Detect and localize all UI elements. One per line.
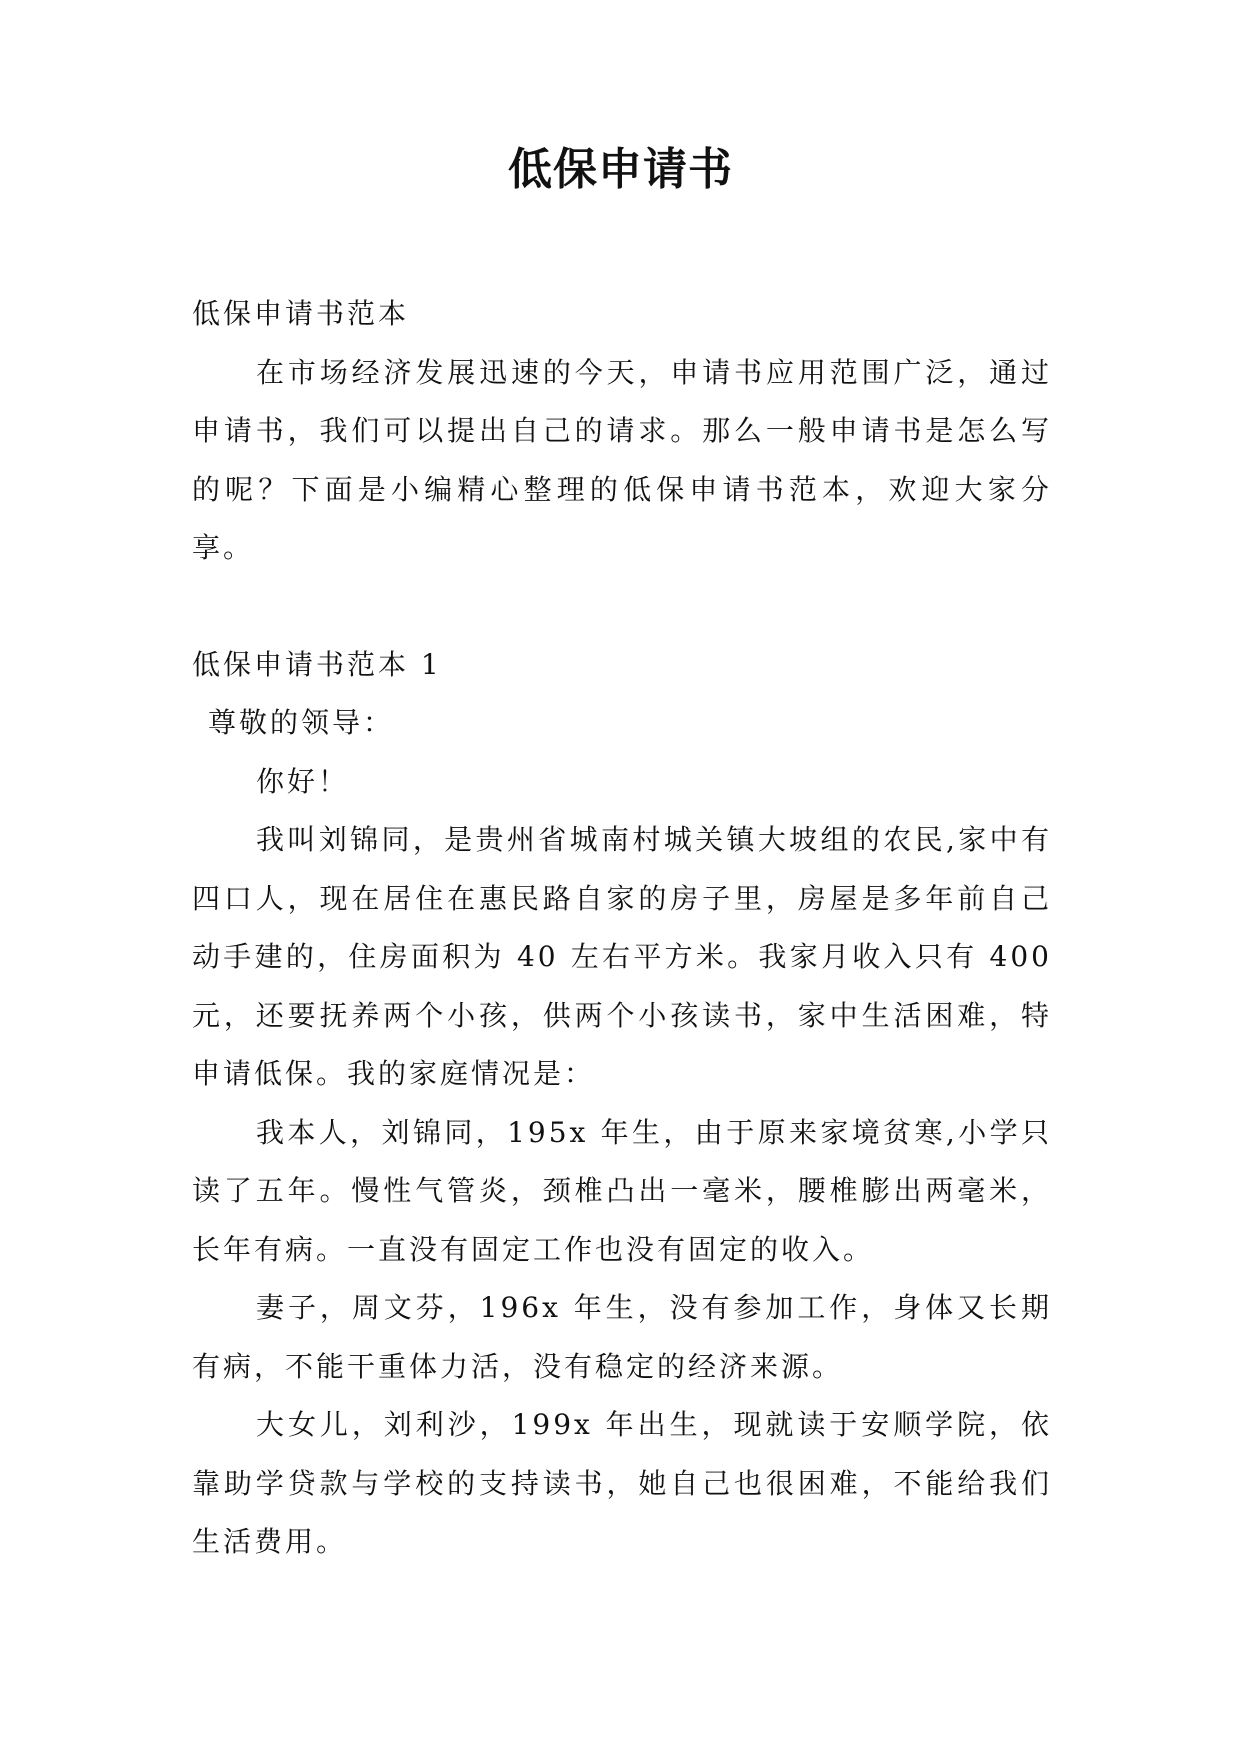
document-title: 低保申请书 <box>508 144 733 195</box>
document-body <box>192 285 1052 1572</box>
letter-paragraph: 我本人，刘锦同，195x 年生，由于原来家境贫寒,小学只读了五年。慢性气管炎，颈椎凸出一毫米，腰椎膨出两毫米，长年有病。一直没有固定工作也没有固定的收入。 <box>192 1115 1052 1266</box>
letter-paragraph: 妻子，周文芬，196x 年生，没有参加工作，身体又长期有病，不能干重体力活，没有稳定的经济来源。 <box>192 1291 1052 1383</box>
section-heading-intro: 低保申请书范本 <box>192 297 410 330</box>
letter-greeting: 你好！ <box>256 764 350 798</box>
section-heading-sample-1: 低保申请书范本 1 <box>192 647 442 681</box>
letter-salutation: 尊敬的领导： <box>208 706 395 739</box>
letter-paragraph: 大女儿，刘利沙，199x 年出生，现就读于安顺学院，依靠助学贷款与学校的支持读书，她自己也很困难，不能给我们生活费用。 <box>192 1408 1052 1558</box>
letter-paragraph: 我叫刘锦同，是贵州省城南村城关镇大坡组的农民,家中有四口人，现在居住在惠民路自家的房子里，房屋是多年前自己动手建的，住房面积为 40 左右平方米。我家月收入只有 400 元，还要抚养两个小孩，供两个小孩读书，家中生活困难，特申请低保。我的家庭情况是： <box>192 823 1052 1090</box>
intro-paragraph: 在市场经济发展迅速的今天，申请书应用范围广泛，通过申请书，我们可以提出自己的请求。那么一般申请书是怎么写的呢？下面是小编精心整理的低保申请书范本，欢迎大家分享。 <box>192 355 1052 564</box>
section-spacer <box>192 578 1052 636</box>
